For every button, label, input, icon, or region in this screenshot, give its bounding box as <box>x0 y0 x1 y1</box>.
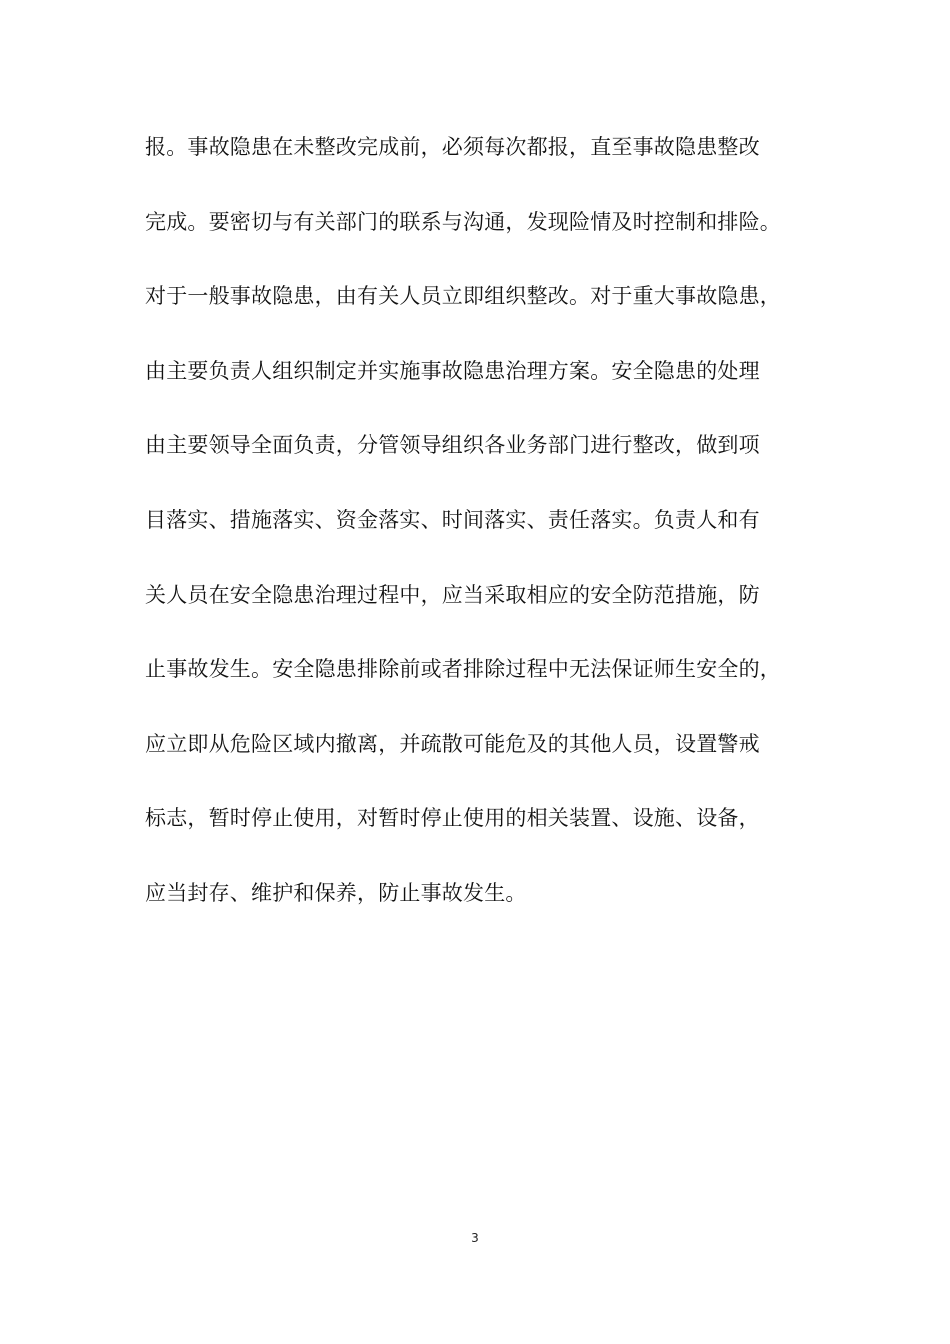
text-line-5: 由主要领导全面负责，分管领导组织各业务部门进行整改，做到项 <box>145 433 760 458</box>
text-line-2: 完成。要密切与有关部门的联系与沟通，发现险情及时控制和排险。 <box>145 209 781 234</box>
text-line-4: 由主要负责人组织制定并实施事故隐患治理方案。安全隐患的处理 <box>145 358 760 383</box>
text-line-1: 报。事故隐患在未整改完成前，必须每次都报，直至事故隐患整改 <box>145 135 760 159</box>
text-line-9: 应立即从危险区域内撤离，并疏散可能危及的其他人员，设置警戒 <box>145 731 760 756</box>
page-number: 3 <box>471 1231 479 1245</box>
text-line-11: 应当封存、维护和保养，防止事故发生。 <box>145 880 527 905</box>
text-line-8: 止事故发生。安全隐患排除前或者排除过程中无法保证师生安全的， <box>145 657 781 682</box>
text-line-3: 对于一般事故隐患，由有关人员立即组织整改。对于重大事故隐患， <box>145 284 781 309</box>
text-line-7: 关人员在安全隐患治理过程中，应当采取相应的安全防范措施，防 <box>145 582 760 607</box>
text-line-6: 目落实、措施落实、资金落实、时间落实、责任落实。负责人和有 <box>145 507 760 532</box>
body-paragraph <box>145 132 825 953</box>
text-line-10: 标志，暂时停止使用，对暂时停止使用的相关装置、设施、设备， <box>145 806 760 831</box>
